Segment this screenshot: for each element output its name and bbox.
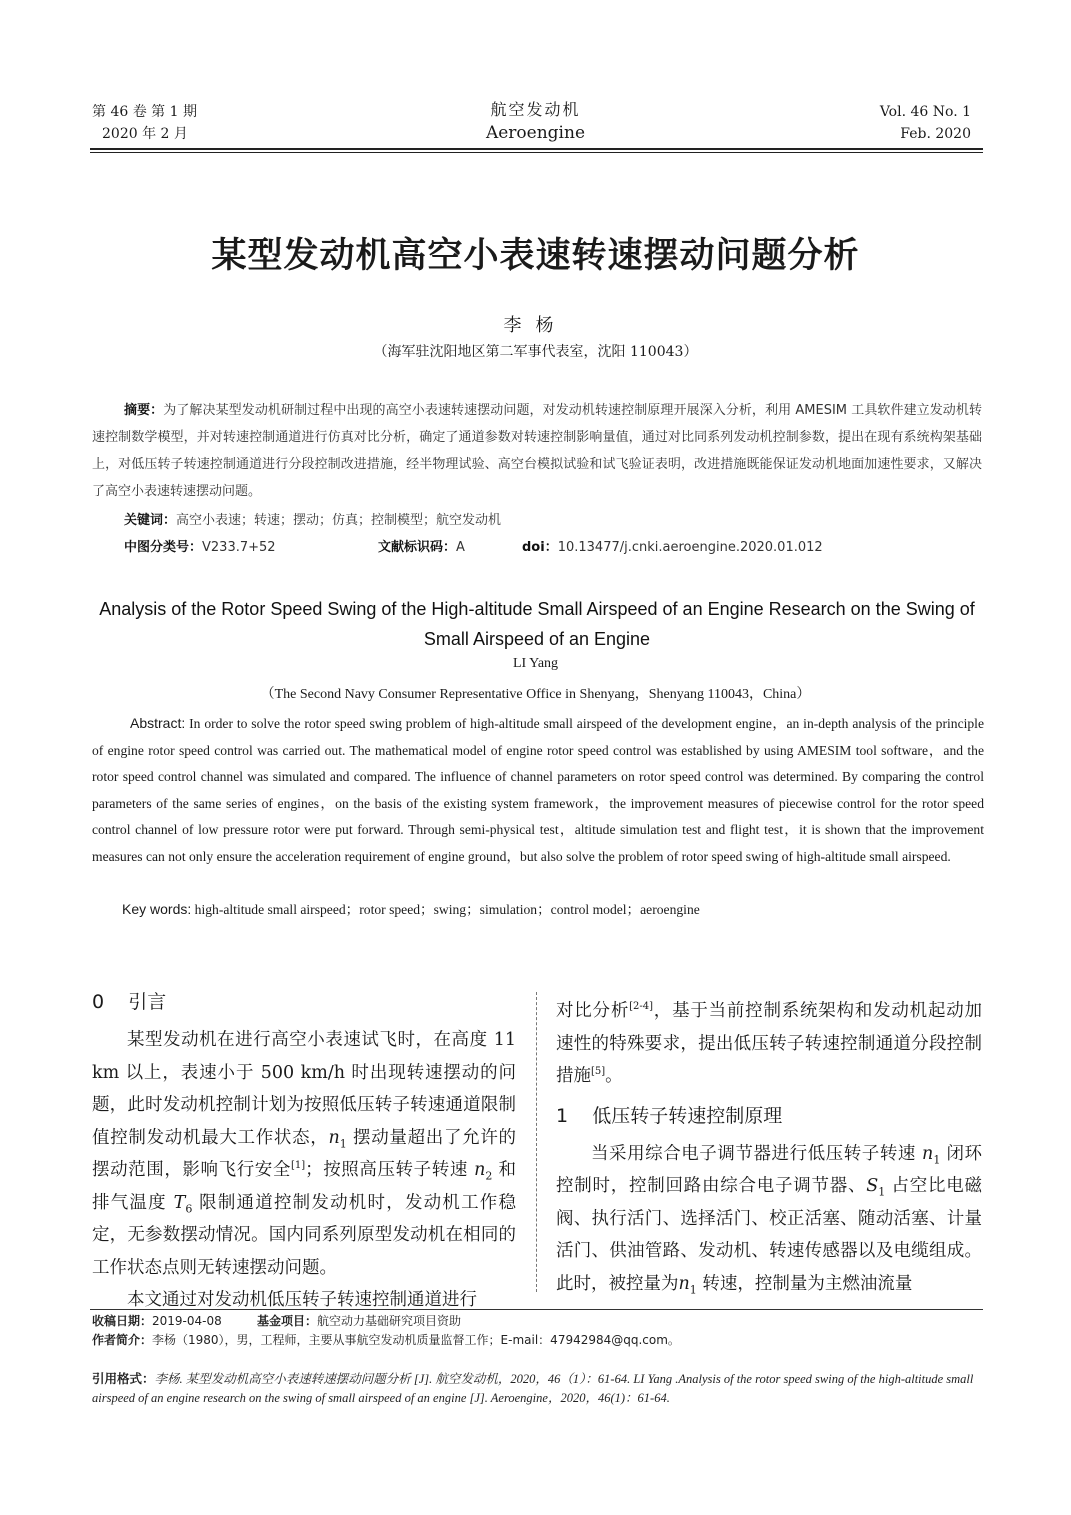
citation-ref[interactable]: [5]: [591, 1066, 606, 1078]
header-rule-thin: [90, 152, 983, 153]
right-column: [556, 995, 982, 1300]
affiliation-cn: （海军驻沈阳地区第二军事代表室，沈阳 110043）: [373, 344, 698, 360]
journal-name-en: Aeroengine: [485, 123, 586, 143]
date-en: Feb. 2020: [900, 126, 971, 142]
footnote-fund: 基金项目：航空动力基础研究项目资助: [257, 1314, 462, 1328]
doc-code-value: A: [456, 540, 465, 555]
citation-ref[interactable]: [2-4]: [629, 1001, 654, 1013]
author-cn: 李杨: [503, 315, 568, 336]
paper-title-en: Analysis of the Rotor Speed Swing of the High-altitude Small Airspeed of an Engine Research on the Swing of Small Airspeed of an Engine: [99, 599, 975, 649]
abstract-cn-label: 摘要：: [124, 403, 164, 418]
clc-value: V233.7+52: [202, 540, 276, 555]
footnote-author-bio: 作者简介：李杨（1980），男，工程师，主要从事航空发动机质量监督工作；E-mail：47942984@qq.com。: [92, 1333, 680, 1347]
keywords-cn: [92, 507, 1014, 534]
author-en: LI Yang: [512, 656, 559, 671]
doi: [522, 534, 823, 561]
classification-line: [92, 534, 1014, 561]
issue-number-cn: 第 46 卷 第 1 期: [92, 104, 197, 120]
abstract-en-text: In order to solve the rotor speed swing problem of high-altitude small airspeed of the development engine，an in-depth analysis of the principle of engine rotor speed control was carried out. The mathematical model of engine rotor speed control was established by using AMESIM tool software，and the rotor speed control channel was simulated and compared. The influence of channel parameters on rotor speed control was determined. By comparing the control parameters of the same series of engines，on the basis of the existing system framework，the improvement measures of piecewise control for the rotor speed control channel of low pressure rotor were put forward. Through semi-physical test，altitude simulation test and flight test，it is shown that the improvement measures can not only ensure the acceleration requirement of engine ground，but also solve the problem of rotor speed swing of high-altitude small airspeed.: [92, 716, 984, 864]
keywords-en: [92, 896, 1012, 923]
section-0-continuation: 对比分析[2-4]，基于当前控制系统架构和发动机起动加速性的特殊要求，提出低压转子转速控制通道分段控制措施[5]。: [556, 1001, 983, 1086]
footnote-received: 收稿日期：2019-04-08 基金项目：航空动力基础研究项目资助: [92, 1314, 462, 1328]
footnote-citation: 引用格式：李杨. 某型发动机高空小表速转速摆动问题分析 [J]. 航空发动机，2020，46（1）：61-64. LI Yang .Analysis of the rotor speed swing of the high-altitude small airspeed of an engine research on the swing of small airspeed of an engine [J]. Aeroengine，2020，46(1)：61-64.: [92, 1371, 974, 1405]
doi-label: doi：: [522, 540, 558, 555]
section-1-heading: 1 低压转子转速控制原理: [556, 1105, 783, 1127]
abstract-cn: [92, 397, 982, 505]
abstract-en-label: Abstract:: [130, 715, 186, 731]
volume-en: Vol. 46 No. 1: [879, 104, 971, 120]
doi-value: 10.13477/j.cnki.aeroengine.2020.01.012: [557, 540, 823, 555]
keywords-cn-label: 关键词：: [124, 513, 177, 528]
journal-name-cn: 航空发动机: [490, 100, 581, 119]
header-rule: [90, 148, 983, 150]
issue-info-en: [880, 101, 971, 145]
keywords-cn-text: 高空小表速；转速；摆动；仿真；控制模型；航空发动机: [176, 513, 502, 528]
affiliation-en: （The Second Navy Consumer Representative Office in Shenyang，Shenyang 110043，China）: [260, 687, 811, 702]
citation-ref[interactable]: [1]: [290, 1160, 306, 1172]
section-0-paragraph-1: 某型发动机在进行高空小表速试飞时，在高度 11 km 以上，表速小于 500 km/h 时出现转速摆动的问题，此时发动机控制计划为按照低压转子转速通道限制值控制发动机最大工作状态，$n_1$ 摆动量超出了允许的摆动范围，影响飞行安全[1]；按照高压转子转速 $n_2$ 和排气温度 $T_6$ 限制通道控制发动机时，发动机工作稳定，无参数摆动情况。国内同系列原型发动机在相同的工作状态点则无转速摆动问题。: [92, 1030, 517, 1278]
abstract-cn-text: 为了解决某型发动机研制过程中出现的高空小表速转速摆动问题，对发动机转速控制原理开展深入分析，利用 AMESIM 工具软件建立发动机转速控制数学模型，并对转速控制通道进行仿真对比分析，确定了通道参数对转速控制影响量值，通过对比同系列发动机控制参数，提出在现有系统构架基础上，对低压转子转速控制通道进行分段控制改进措施，经半物理试验、高空台模拟试验和试飞验证表明，改进措施既能保证发动机地面加速性要求，又解决了高空小表速转速摆动问题。: [92, 403, 982, 499]
issue-date-cn: 2020 年 2 月: [102, 126, 188, 142]
doc-code-label: 文献标识码：: [378, 540, 457, 555]
clc-code: [124, 540, 276, 555]
section-1-paragraph-1: 当采用综合电子调节器进行低压转子转速 $n_1$ 闭环控制时，控制回路由综合电子调节器、$S_1$ 占空比电磁阀、执行活门、选择活门、校正活塞、随动活塞、计量活门、供油管路、发动机、转速传感器以及电缆组成。此时，被控量为$n_1$ 转速，控制量为主燃油流量: [556, 1143, 983, 1296]
left-column: [92, 1024, 516, 1317]
keywords-en-text: high-altitude small airspeed；rotor speed；swing；simulation；control model；aeroengine: [194, 902, 700, 917]
doc-code: [378, 534, 465, 561]
keywords-en-label: Key words:: [122, 901, 192, 917]
abstract-en: [92, 710, 984, 871]
section-0-paragraph-2: 本文通过对发动机低压转子转速控制通道进行: [127, 1290, 477, 1310]
section-0-heading: 0 引言: [92, 991, 167, 1013]
paper-title-cn: 某型发动机高空小表速转速摆动问题分析: [211, 235, 860, 276]
footnote-rule: [90, 1309, 983, 1310]
column-divider: [536, 992, 537, 1292]
clc-label: 中图分类号：: [124, 540, 203, 555]
